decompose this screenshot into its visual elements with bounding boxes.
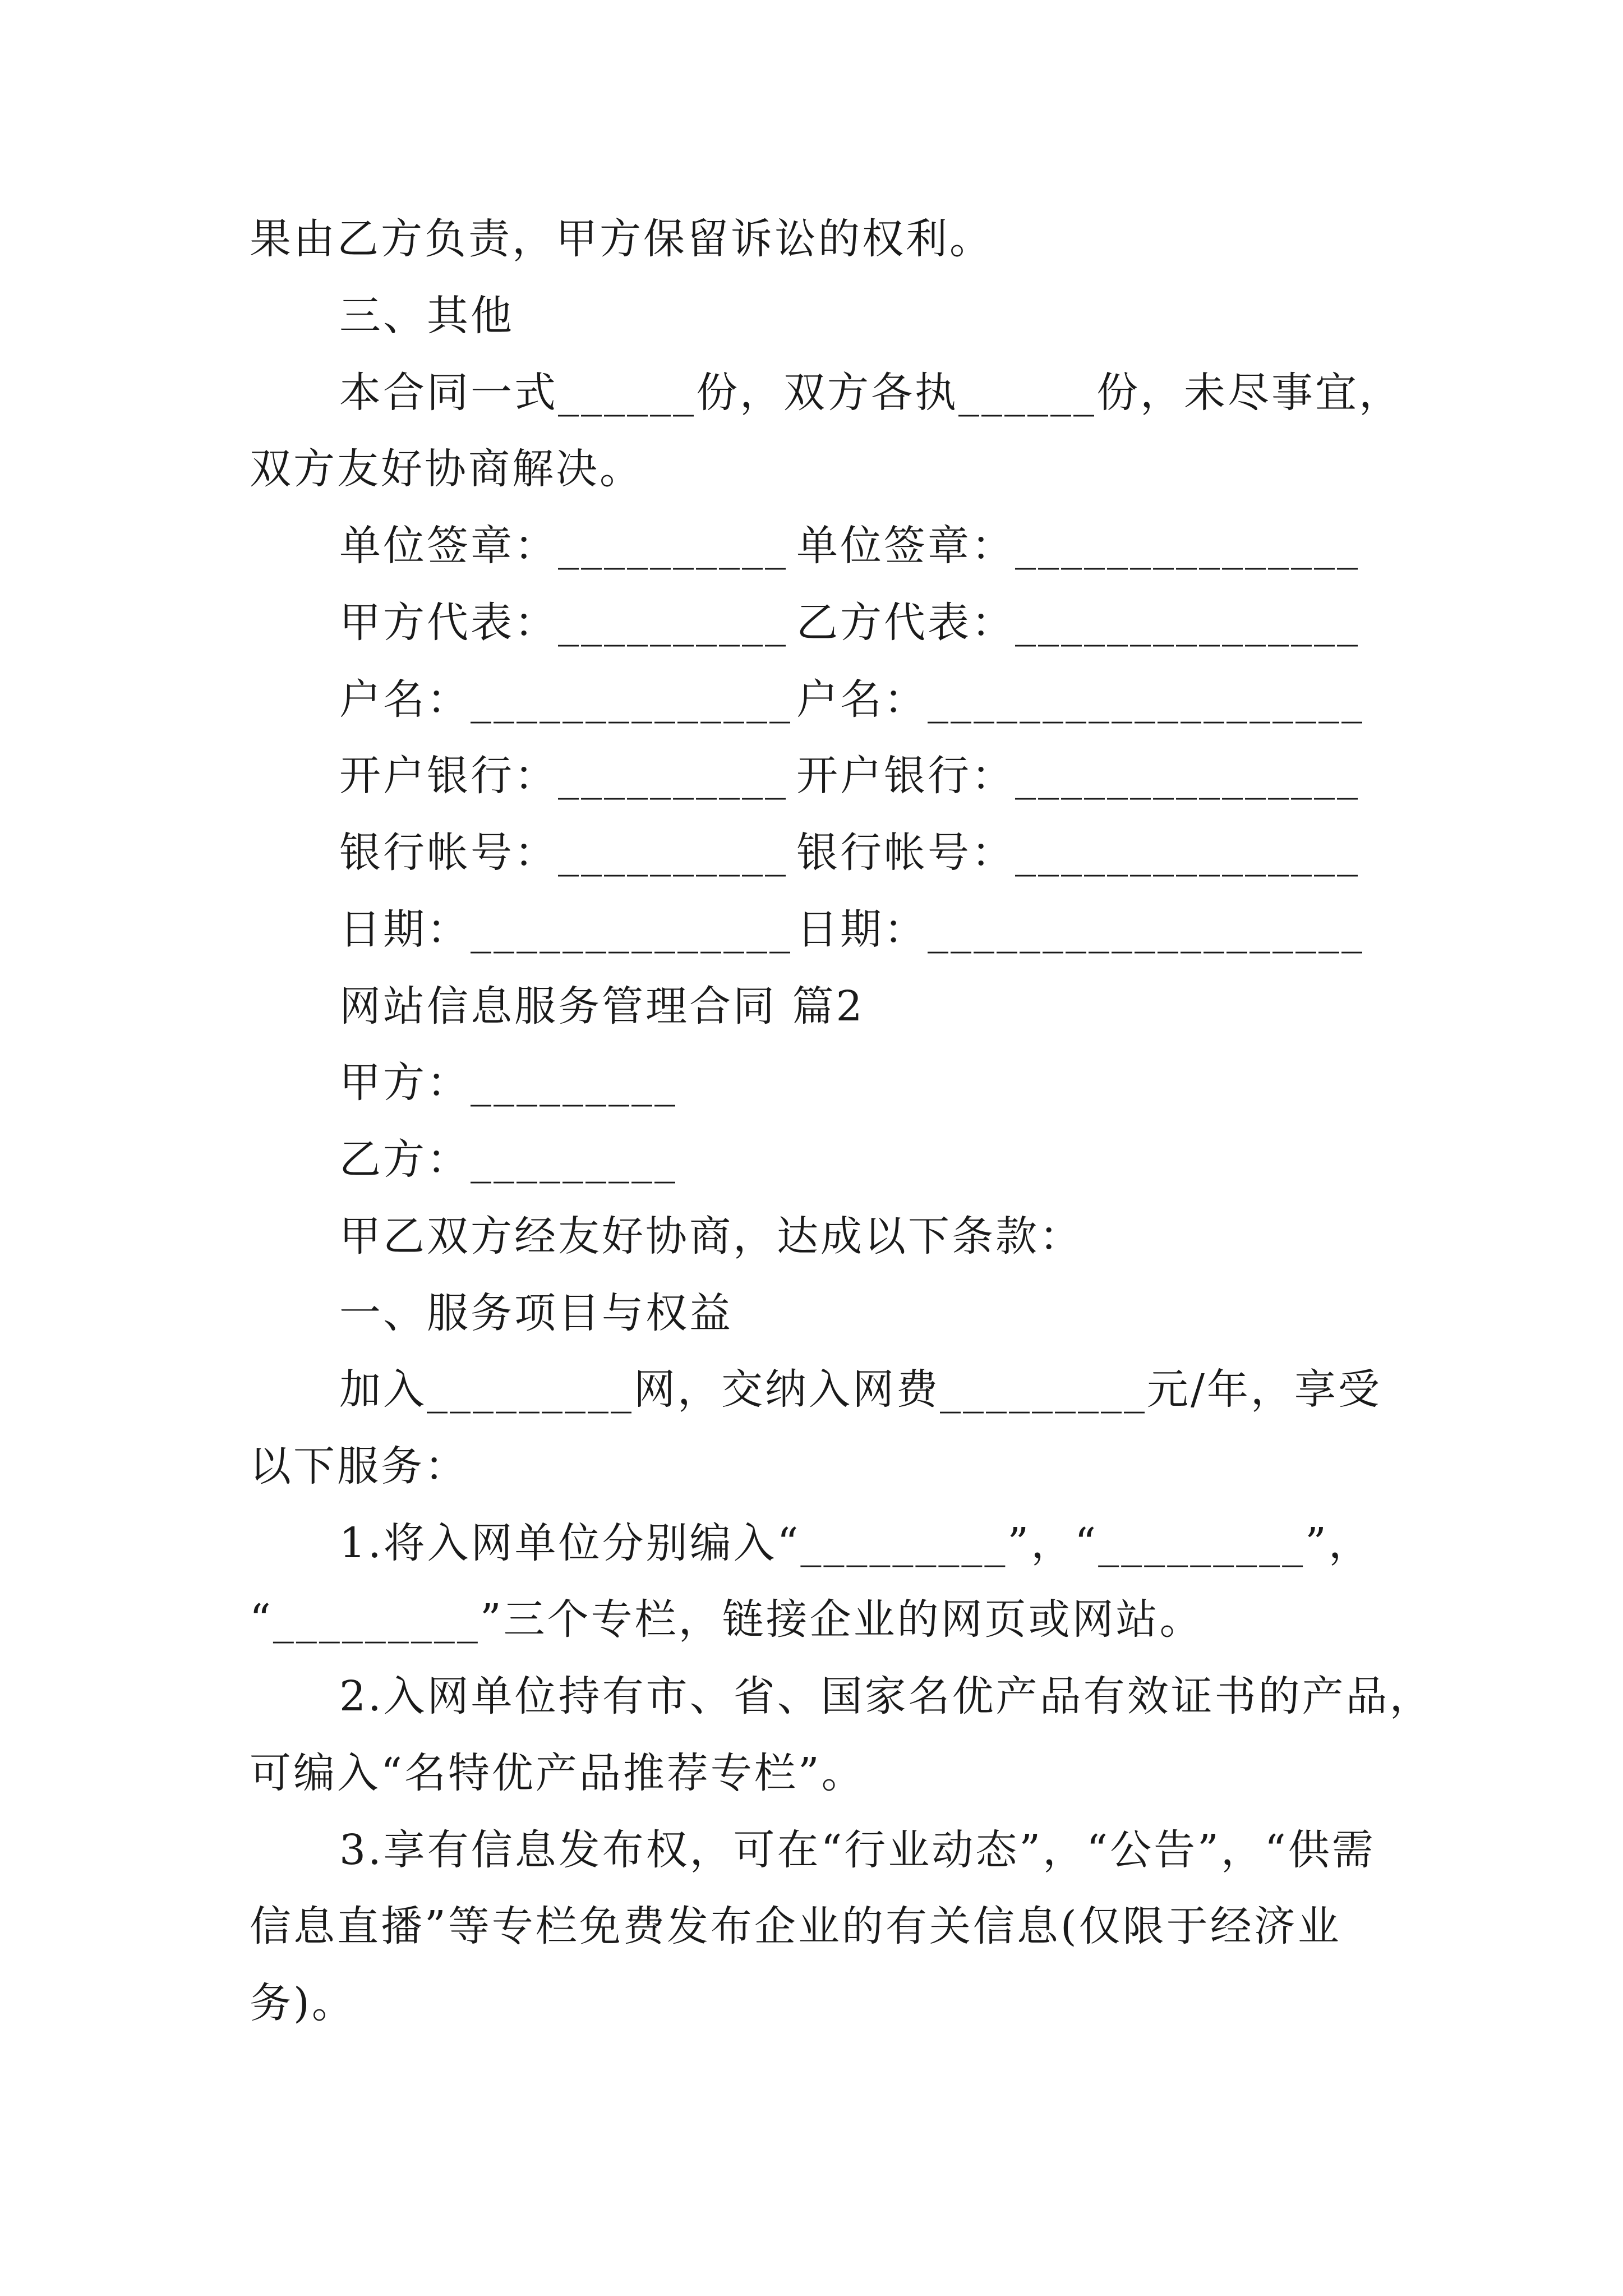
signature-left-date: 日期：______________ [339, 905, 792, 954]
heading-other: 三、其他 [339, 292, 514, 340]
section2-item2-line1: 2.入网单位持有市、省、国家名优产品有效证书的产品， [339, 1672, 1433, 1720]
signature-left-seal: 单位签章：__________ [339, 522, 788, 570]
section2-p1-line2: 以下服务： [250, 1442, 468, 1490]
signature-right-date: 日期：___________________ [796, 905, 1364, 954]
section2-item3-line3: 务)。 [250, 1979, 356, 2027]
signature-right-representative: 乙方代表：_______________ [796, 599, 1360, 647]
signature-right-seal: 单位签章：_______________ [796, 522, 1360, 570]
signature-right-account-name: 户名：___________________ [796, 675, 1364, 724]
signature-left-account-number: 银行帐号：__________ [339, 829, 788, 877]
section2-party-a: 甲方：_________ [339, 1059, 677, 1107]
signature-right-bank: 开户银行：_______________ [796, 752, 1360, 800]
section2-p1-line1: 加入_________网，交纳入网费_________元/年，享受 [339, 1365, 1382, 1414]
section2-party-b: 乙方：_________ [339, 1135, 677, 1184]
section2-intro: 甲乙双方经友好协商，达成以下条款： [339, 1212, 1083, 1260]
signature-left-representative: 甲方代表：__________ [339, 599, 788, 647]
section2-title: 网站信息服务管理合同 篇2 [339, 982, 865, 1030]
paragraph-liability-end: 果由乙方负责，甲方保留诉讼的权利。 [250, 215, 993, 263]
signature-left-account-name: 户名：______________ [339, 675, 792, 724]
section2-item1-line2: “_________”三个专栏，链接企业的网页或网站。 [250, 1595, 1204, 1644]
section2-heading1: 一、服务项目与权益 [339, 1289, 733, 1337]
signature-left-bank: 开户银行：__________ [339, 752, 788, 800]
section2-item1-line1: 1.将入网单位分别编入“_________”，“_________”， [339, 1519, 1372, 1567]
paragraph-copies-line1: 本合同一式______份，双方各执______份，未尽事宜， [339, 369, 1403, 417]
paragraph-copies-line2: 双方友好协商解决。 [250, 445, 643, 493]
signature-right-account-number: 银行帐号：_______________ [796, 829, 1360, 877]
section2-item3-line1: 3.享有信息发布权，可在“行业动态”，“公告”，“供需 [339, 1826, 1376, 1874]
section2-item3-line2: 信息直播”等专栏免费发布企业的有关信息(仅限于经济业 [250, 1902, 1341, 1950]
section2-item2-line2: 可编入“名特优产品推荐专栏”。 [250, 1749, 865, 1797]
